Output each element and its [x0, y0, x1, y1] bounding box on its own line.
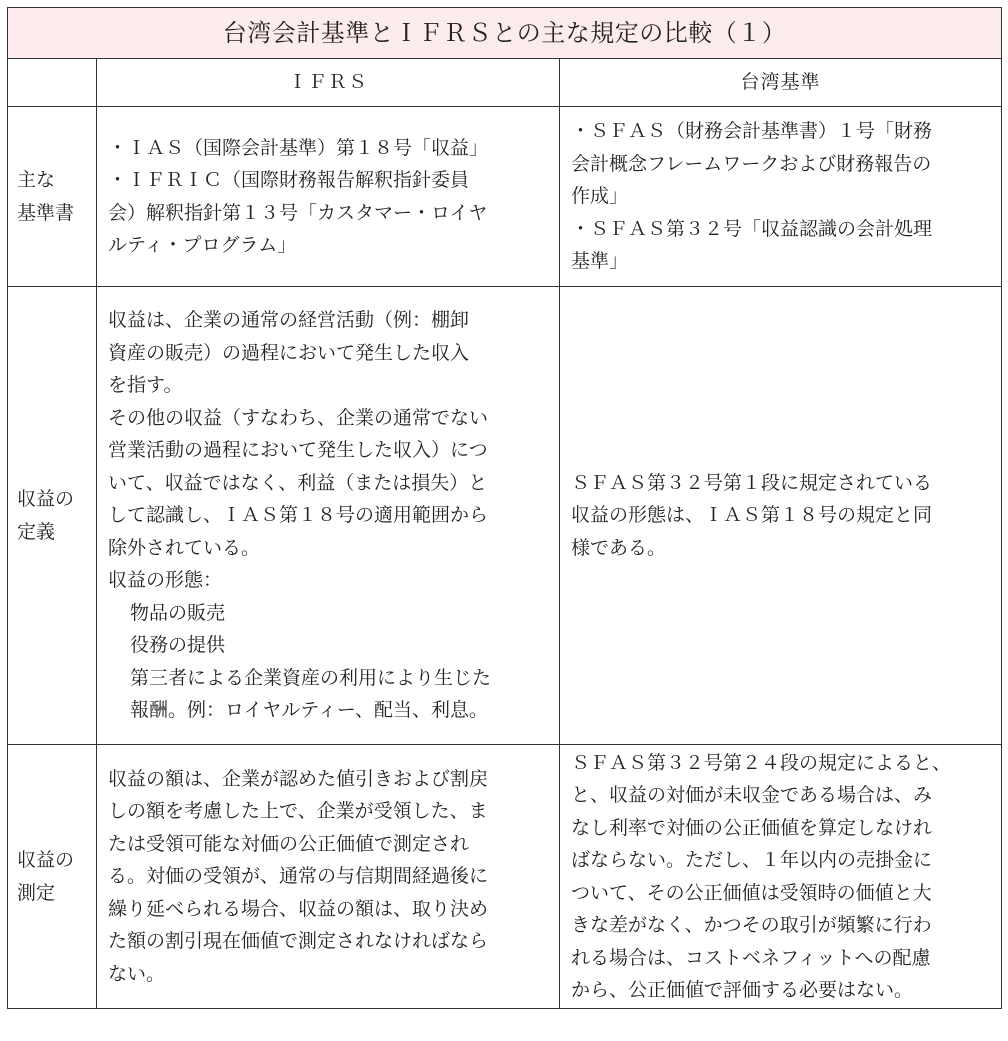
text-line: と、収益の対価が未収金である場合は、み — [571, 784, 933, 806]
row-label-line: 収益の — [17, 849, 75, 871]
text-line: ・ＳＦＡＳ（財務会計基準書）１号「財務 — [571, 120, 933, 143]
row-label-line: 収益の — [17, 488, 75, 510]
text-line: 収益の形態： — [108, 569, 223, 592]
table-row-revenue-measurement — [8, 745, 1002, 1009]
taiwan-revenue-measurement-cell — [560, 745, 1002, 1009]
text-line: して認識し、ＩＡＳ第１８号の適用範囲から — [108, 504, 489, 527]
text-line: ＳＦＡＳ第３２号第１段に規定されている — [571, 471, 933, 494]
ifrs-main-standards-cell — [97, 107, 560, 287]
row-label-line: 定義 — [17, 520, 56, 543]
revenue-form-item: 第三者による企業資産の利用により生じた — [130, 666, 492, 689]
text-line: ついて、その公正価値は受領時の価値と大 — [571, 881, 932, 904]
text-line: ない。 — [108, 962, 166, 985]
text-line: れる場合は、コストベネフィットへの配慮 — [571, 946, 931, 969]
text-line: から、公正価値で評価する必要はない。 — [571, 979, 914, 1001]
text-line: ・ＳＦＡＳ第３２号「収益認識の会計処理 — [571, 217, 933, 240]
text-line: ルティ・プログラム」 — [108, 234, 297, 256]
table-row-revenue-definition — [8, 287, 1002, 745]
row-label-line: 主な — [17, 169, 56, 191]
ifrs-revenue-definition-cell — [97, 287, 560, 745]
text-line: なし利率で対価の公正価値を算定しなけれ — [571, 816, 933, 839]
taiwan-revenue-definition-cell — [560, 287, 1002, 745]
text-line: ＳＦＡＳ第３２号第２４段の規定によると、 — [571, 751, 952, 774]
text-line: る。対価の受領が、通常の与信期間経過後に — [108, 865, 489, 888]
ifrs-revenue-measurement-cell — [97, 745, 560, 1009]
text-line: 繰り延べられる場合、収益の額は、取り決め — [108, 897, 489, 920]
revenue-form-item: 物品の販売 — [130, 601, 226, 624]
text-line: 収益の形態は、ＩＡＳ第１８号の規定と同 — [571, 504, 933, 527]
comparison-table — [7, 7, 1002, 1009]
text-line: 営業活動の過程において発生した収入）につ — [108, 439, 488, 462]
row-label-line: 基準書 — [17, 201, 75, 224]
row-label-main-standards — [8, 107, 97, 287]
text-line: 収益は、企業の通常の経営活動（例：棚卸 — [108, 309, 470, 332]
revenue-form-item: 報酬。例：ロイヤルティー、配当、利息。 — [130, 699, 488, 722]
row-label-line: 測定 — [17, 881, 56, 904]
revenue-form-item: 役務の提供 — [130, 634, 226, 657]
title-row — [8, 8, 1002, 59]
text-line: 様である。 — [571, 536, 667, 559]
text-line: 会計概念フレームワークおよび財務報告の — [571, 152, 932, 175]
text-line: ばならない。ただし、１年以内の売掛金に — [571, 849, 933, 871]
table-title: 台湾会計基準とＩＦＲＳとの主な規定の比較（１） — [8, 8, 1002, 59]
header-taiwan: 台湾基準 — [560, 59, 1002, 107]
text-line: ・ＩＦＲＩＣ（国際財務報告解釈指針委員 — [108, 169, 470, 191]
table-row-main-standards — [8, 107, 1002, 287]
header-ifrs: ＩＦＲＳ — [97, 59, 560, 107]
text-line: たは受領可能な対価の公正価値で測定され — [108, 832, 470, 855]
text-line: ・ＩＡＳ（国際会計基準）第１８号「収益」 — [108, 136, 489, 159]
comparison-document — [7, 7, 1001, 1009]
text-line: 基準」 — [571, 250, 629, 273]
text-line: きな差がなく、かつその取引が頻繁に行わ — [571, 914, 932, 936]
text-line: 収益の額は、企業が認めた値引きおよび割戻 — [108, 767, 489, 790]
text-line: 会）解釈指針第１３号「カスタマー・ロイヤ — [108, 201, 488, 224]
text-line: 作成」 — [571, 185, 629, 208]
row-label-revenue-definition — [8, 287, 97, 745]
text-line: 資産の販売）の過程において発生した収入 — [108, 341, 470, 364]
text-line: いて、収益ではなく、利益（または損失）と — [108, 471, 488, 494]
taiwan-main-standards-cell — [560, 107, 1002, 287]
text-line: 除外されている。 — [108, 536, 261, 559]
row-label-revenue-measurement — [8, 745, 97, 1009]
header-blank-cell — [8, 59, 97, 107]
text-line: た額の割引現在価値で測定されなければなら — [108, 930, 489, 953]
text-line: を指す。 — [108, 374, 183, 397]
header-row — [8, 59, 1002, 107]
text-line: しの額を考慮した上で、企業が受領した、ま — [108, 800, 488, 823]
text-line: その他の収益（すなわち、企業の通常でない — [108, 406, 489, 429]
